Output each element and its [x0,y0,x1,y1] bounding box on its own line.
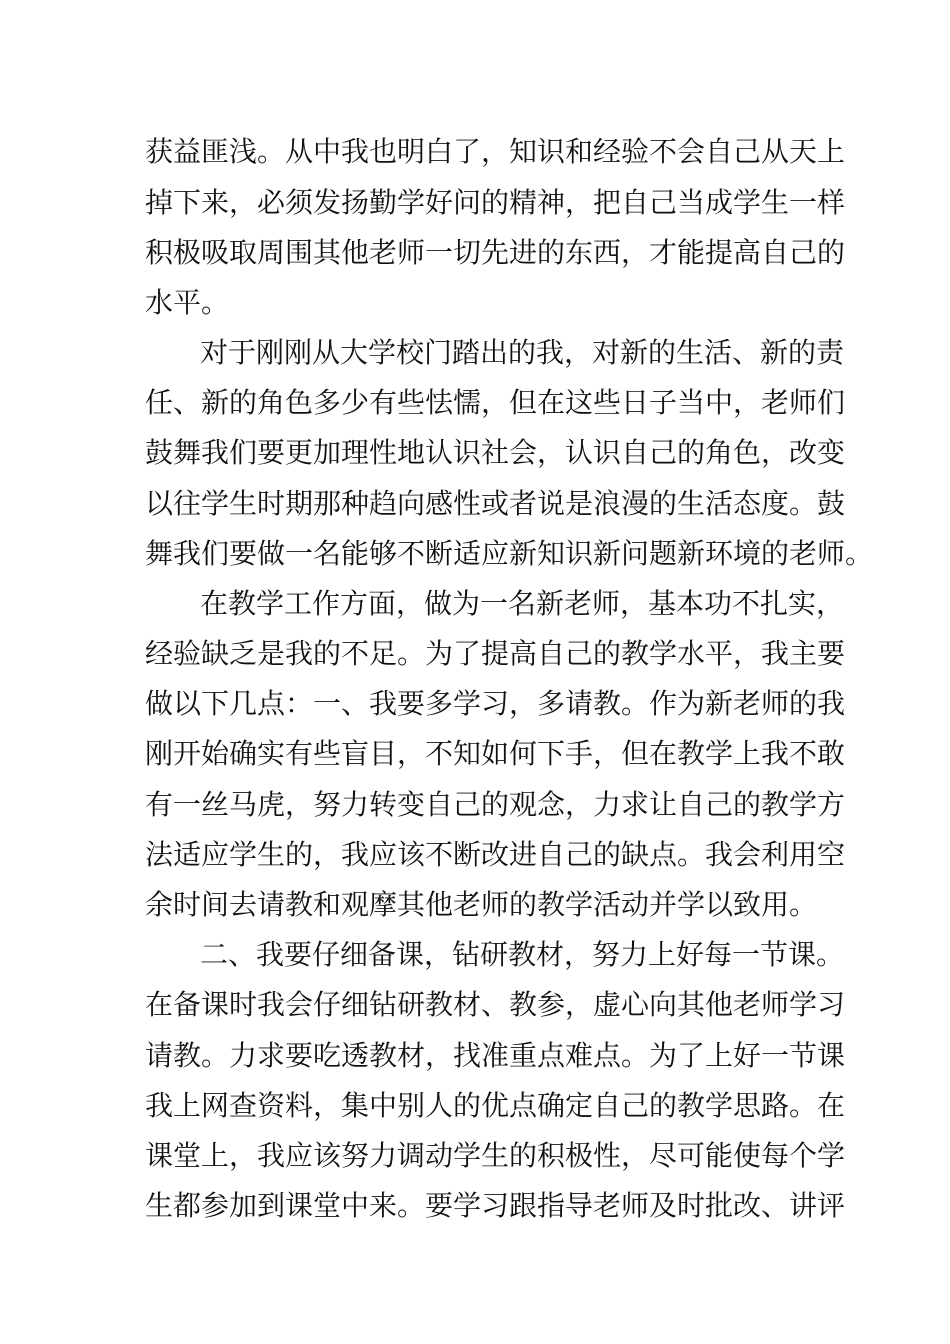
text-line: 课堂上，我应该努力调动学生的积极性，尽可能使每个学 [145,1139,846,1172]
text-line: 经验缺乏是我的不足。为了提高自己的教学水平，我主要 [145,637,846,670]
text-line: 在备课时我会仔细钻研教材、教参，虚心向其他老师学习 [145,988,846,1021]
text-line: 生都参加到课堂中来。要学习跟指导老师及时批改、讲评 [145,1189,846,1222]
text-line: 我上网查资料，集中别人的优点确定自己的教学思路。在 [145,1089,846,1122]
text-line: 对于刚刚从大学校门踏出的我，对新的生活、新的责 [200,336,845,369]
text-line: 余时间去请教和观摩其他老师的教学活动并学以致用。 [145,888,818,921]
text-line: 获益匪浅。从中我也明白了，知识和经验不会自己从天上 [145,135,846,168]
text-line: 以往学生时期那种趋向感性或者说是浪漫的生活态度。鼓 [145,487,846,520]
text-line: 有一丝马虎，努力转变自己的观念，力求让自己的教学方 [145,788,846,821]
text-line: 水平。 [145,286,230,319]
text-line: 积极吸取周围其他老师一切先进的东西，才能提高自己的 [145,236,846,269]
text-line: 舞我们要做一名能够不断适应新知识新问题新环境的老师。 [145,537,874,570]
text-line: 在教学工作方面，做为一名新老师，基本功不扎实， [200,587,845,620]
text-line: 鼓舞我们要更加理性地认识社会，认识自己的角色，改变 [145,436,846,469]
text-line: 做以下几点：一、我要多学习，多请教。作为新老师的我 [145,687,846,720]
text-line: 二、我要仔细备课，钻研教材，努力上好每一节课。 [200,938,845,971]
text-line: 法适应学生的，我应该不断改进自己的缺点。我会利用空 [145,838,846,871]
text-line: 请教。力求要吃透教材，找准重点难点。为了上好一节课 [145,1039,846,1072]
text-line: 任、新的角色多少有些怯懦，但在这些日子当中，老师们 [145,386,846,419]
text-line: 刚开始确实有些盲目，不知如何下手，但在教学上我不敢 [145,737,846,770]
text-line: 掉下来，必须发扬勤学好问的精神，把自己当成学生一样 [145,186,846,219]
